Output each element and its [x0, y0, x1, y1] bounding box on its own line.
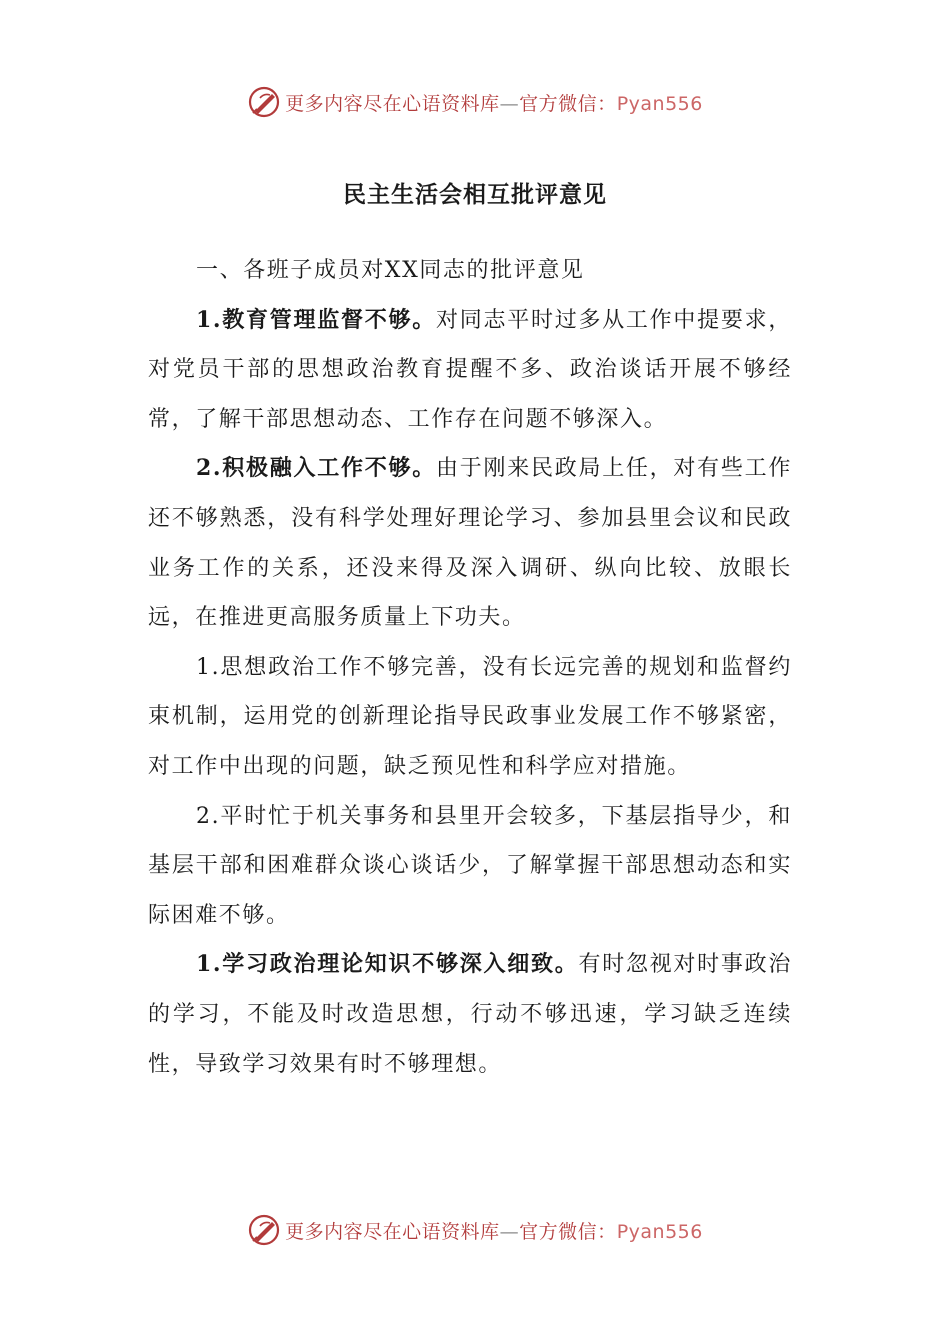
- paragraph-5: 2.平时忙于机关事务和县里开会较多，下基层指导少，和基层干部和困难群众谈心谈话少，了解掌握干部思想动态和实际困难不够。: [148, 803, 792, 928]
- quill-logo-icon: [247, 85, 281, 119]
- paragraph-6: 1.学习政治理论知识不够深入细致。有时忽视对时事政治的学习，不能及时改造思想，行动不够迅速，学习缺乏连续性，导致学习效果有时不够理想。: [148, 951, 792, 1077]
- document-title: 民主生活会相互批评意见: [343, 181, 607, 208]
- watermark-text: 更多内容尽在心语资料库—官方微信：Pyan556: [285, 92, 703, 115]
- paragraph-4: 1.思想政治工作不够完善，没有长远完善的规划和监督约束机制，运用党的创新理论指导民政事业发展工作不够紧密，对工作中出现的问题，缺乏预见性和科学应对措施。: [148, 654, 792, 779]
- document-body: [148, 246, 792, 1089]
- paragraph-2: 1.教育管理监督不够。对同志平时过多从工作中提要求，对党员干部的思想政治教育提醒不多、政治谈话开展不够经常，了解干部思想动态、工作存在问题不够深入。: [148, 306, 792, 432]
- paragraph-3: 2.积极融入工作不够。由于刚来民政局上任，对有些工作还不够熟悉，没有科学处理好理论学习、参加县里会议和民政业务工作的关系，还没来得及深入调研、纵向比较、放眼长远，在推进更高服务质量上下功夫。: [148, 455, 792, 631]
- footer-watermark-banner: [0, 1210, 950, 1250]
- paragraph-1: 一、各班子成员对XX同志的批评意见: [196, 258, 585, 283]
- quill-logo-icon: [247, 1213, 281, 1247]
- header-watermark-banner: [0, 82, 950, 122]
- watermark-text: 更多内容尽在心语资料库—官方微信：Pyan556: [285, 1220, 703, 1243]
